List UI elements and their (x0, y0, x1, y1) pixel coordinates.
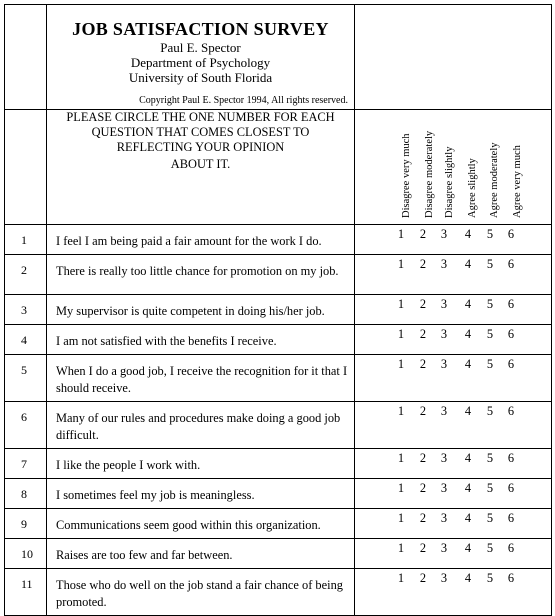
item-number: 4 (5, 325, 47, 355)
instructions-line-1: PLEASE CIRCLE THE ONE NUMBER FOR EACH (66, 110, 335, 124)
rating-option-4[interactable]: 4 (464, 227, 472, 241)
rating-option-3[interactable]: 3 (440, 571, 448, 585)
rating-option-3[interactable]: 3 (440, 227, 448, 241)
copyright-notice: Copyright Paul E. Spector 1994, All rights reserved. (139, 95, 348, 106)
rating-option-3[interactable]: 3 (440, 257, 448, 271)
rating-options (355, 295, 552, 325)
rating-option-2[interactable]: 2 (419, 297, 427, 311)
rating-option-5[interactable]: 5 (486, 541, 494, 555)
rating-option-2[interactable]: 2 (419, 227, 427, 241)
rating-option-2[interactable]: 2 (419, 571, 427, 585)
survey-title: JOB SATISFACTION SURVEY (72, 19, 329, 39)
item-text: I feel I am being paid a fair amount for the work I do. (47, 225, 355, 255)
item-text: I sometimes feel my job is meaningless. (47, 479, 355, 509)
rating-option-4[interactable]: 4 (464, 327, 472, 341)
instructions-line-3: REFLECTING YOUR OPINION (116, 140, 285, 154)
rating-option-4[interactable]: 4 (464, 297, 472, 311)
item-row (5, 355, 552, 402)
item-row (5, 325, 552, 355)
rating-option-1[interactable]: 1 (397, 481, 405, 495)
author-name: Paul E. Spector (160, 40, 241, 55)
rating-option-2[interactable]: 2 (419, 257, 427, 271)
rating-option-6[interactable]: 6 (507, 541, 515, 555)
survey-table (4, 4, 552, 616)
rating-option-3[interactable]: 3 (440, 327, 448, 341)
rating-option-4[interactable]: 4 (464, 541, 472, 555)
item-row (5, 539, 552, 569)
rating-option-1[interactable]: 1 (397, 571, 405, 585)
rating-options (355, 539, 552, 569)
item-row (5, 569, 552, 616)
rating-option-2[interactable]: 2 (419, 511, 427, 525)
rating-options (355, 225, 552, 255)
scale-label-5: Agree moderately (489, 142, 500, 218)
rating-option-4[interactable]: 4 (464, 571, 472, 585)
rating-option-1[interactable]: 1 (397, 257, 405, 271)
rating-option-5[interactable]: 5 (486, 327, 494, 341)
item-text: Raises are too few and far between. (47, 539, 355, 569)
scale-label-1: Disagree very much (401, 133, 412, 218)
header-row (5, 5, 552, 110)
rating-option-2[interactable]: 2 (419, 404, 427, 418)
item-row (5, 255, 552, 295)
item-text: Communications seem good within this organization. (47, 509, 355, 539)
rating-option-1[interactable]: 1 (397, 511, 405, 525)
department-name: Department of Psychology (130, 55, 271, 70)
rating-option-6[interactable]: 6 (507, 227, 515, 241)
rating-options (355, 255, 552, 295)
item-row (5, 295, 552, 325)
item-number: 6 (5, 402, 47, 449)
instructions-block (47, 110, 355, 225)
rating-option-2[interactable]: 2 (419, 481, 427, 495)
rating-option-6[interactable]: 6 (507, 257, 515, 271)
rating-option-3[interactable]: 3 (440, 404, 448, 418)
item-number: 1 (5, 225, 47, 255)
item-number: 10 (5, 539, 47, 569)
rating-option-6[interactable]: 6 (507, 327, 515, 341)
rating-option-1[interactable]: 1 (397, 404, 405, 418)
rating-option-5[interactable]: 5 (486, 404, 494, 418)
item-row (5, 402, 552, 449)
instructions-blank-cell (5, 110, 47, 225)
item-number: 11 (5, 569, 47, 616)
rating-options (355, 402, 552, 449)
rating-options (355, 325, 552, 355)
rating-option-4[interactable]: 4 (464, 451, 472, 465)
rating-options (355, 355, 552, 402)
rating-option-6[interactable]: 6 (507, 481, 515, 495)
rating-option-3[interactable]: 3 (440, 451, 448, 465)
item-row (5, 225, 552, 255)
header-blank-cell (5, 5, 47, 110)
rating-option-5[interactable]: 5 (486, 481, 494, 495)
scale-label-3: Disagree slightly (444, 146, 455, 218)
rating-option-5[interactable]: 5 (486, 227, 494, 241)
item-number: 8 (5, 479, 47, 509)
item-row (5, 509, 552, 539)
item-number: 9 (5, 509, 47, 539)
rating-option-3[interactable]: 3 (440, 541, 448, 555)
rating-option-1[interactable]: 1 (397, 541, 405, 555)
item-row (5, 449, 552, 479)
rating-option-6[interactable]: 6 (507, 357, 515, 371)
rating-option-1[interactable]: 1 (397, 451, 405, 465)
item-text: Many of our rules and procedures make doing a good job difficult. (47, 402, 355, 449)
rating-option-1[interactable]: 1 (397, 357, 405, 371)
rating-options (355, 479, 552, 509)
item-number: 3 (5, 295, 47, 325)
rating-option-1[interactable]: 1 (397, 227, 405, 241)
rating-option-4[interactable]: 4 (464, 404, 472, 418)
rating-options (355, 449, 552, 479)
rating-option-2[interactable]: 2 (419, 327, 427, 341)
rating-option-5[interactable]: 5 (486, 571, 494, 585)
item-row (5, 479, 552, 509)
title-block (47, 5, 355, 110)
rating-option-6[interactable]: 6 (507, 451, 515, 465)
rating-option-4[interactable]: 4 (464, 257, 472, 271)
rating-option-5[interactable]: 5 (486, 511, 494, 525)
rating-option-6[interactable]: 6 (507, 404, 515, 418)
rating-option-3[interactable]: 3 (440, 511, 448, 525)
item-text: I like the people I work with. (47, 449, 355, 479)
rating-option-2[interactable]: 2 (419, 541, 427, 555)
rating-option-4[interactable]: 4 (464, 357, 472, 371)
university-name: University of South Florida (128, 70, 273, 85)
scale-label-6: Agree very much (512, 145, 523, 218)
scale-label-4: Agree slightly (467, 158, 478, 218)
item-text: There is really too little chance for promotion on my job. (47, 255, 355, 295)
header-scale-blank (355, 5, 552, 110)
scale-label-2: Disagree moderately (424, 130, 435, 218)
rating-option-3[interactable]: 3 (440, 481, 448, 495)
item-text: My supervisor is quite competent in doing his/her job. (47, 295, 355, 325)
rating-option-6[interactable]: 6 (507, 571, 515, 585)
rating-option-5[interactable]: 5 (486, 297, 494, 311)
item-text: When I do a good job, I receive the recognition for it that I should receive. (47, 355, 355, 402)
rating-option-1[interactable]: 1 (397, 327, 405, 341)
rating-option-3[interactable]: 3 (440, 357, 448, 371)
rating-options (355, 569, 552, 616)
item-number: 2 (5, 255, 47, 295)
rating-option-5[interactable]: 5 (486, 451, 494, 465)
rating-option-3[interactable]: 3 (440, 297, 448, 311)
rating-option-2[interactable]: 2 (419, 357, 427, 371)
item-number: 7 (5, 449, 47, 479)
instructions-line-4: ABOUT IT. (170, 157, 231, 171)
rating-option-5[interactable]: 5 (486, 257, 494, 271)
rating-option-6[interactable]: 6 (507, 511, 515, 525)
rating-option-5[interactable]: 5 (486, 357, 494, 371)
rating-option-6[interactable]: 6 (507, 297, 515, 311)
rating-option-4[interactable]: 4 (464, 481, 472, 495)
instructions-line-2: QUESTION THAT COMES CLOSEST TO (91, 125, 310, 139)
item-text: I am not satisfied with the benefits I receive. (47, 325, 355, 355)
scale-header-cell (355, 110, 552, 225)
item-number: 5 (5, 355, 47, 402)
item-text: Those who do well on the job stand a fair chance of being promoted. (47, 569, 355, 616)
rating-option-1[interactable]: 1 (397, 297, 405, 311)
rating-options (355, 509, 552, 539)
rating-option-2[interactable]: 2 (419, 451, 427, 465)
rating-option-4[interactable]: 4 (464, 511, 472, 525)
instructions-row (5, 110, 552, 225)
